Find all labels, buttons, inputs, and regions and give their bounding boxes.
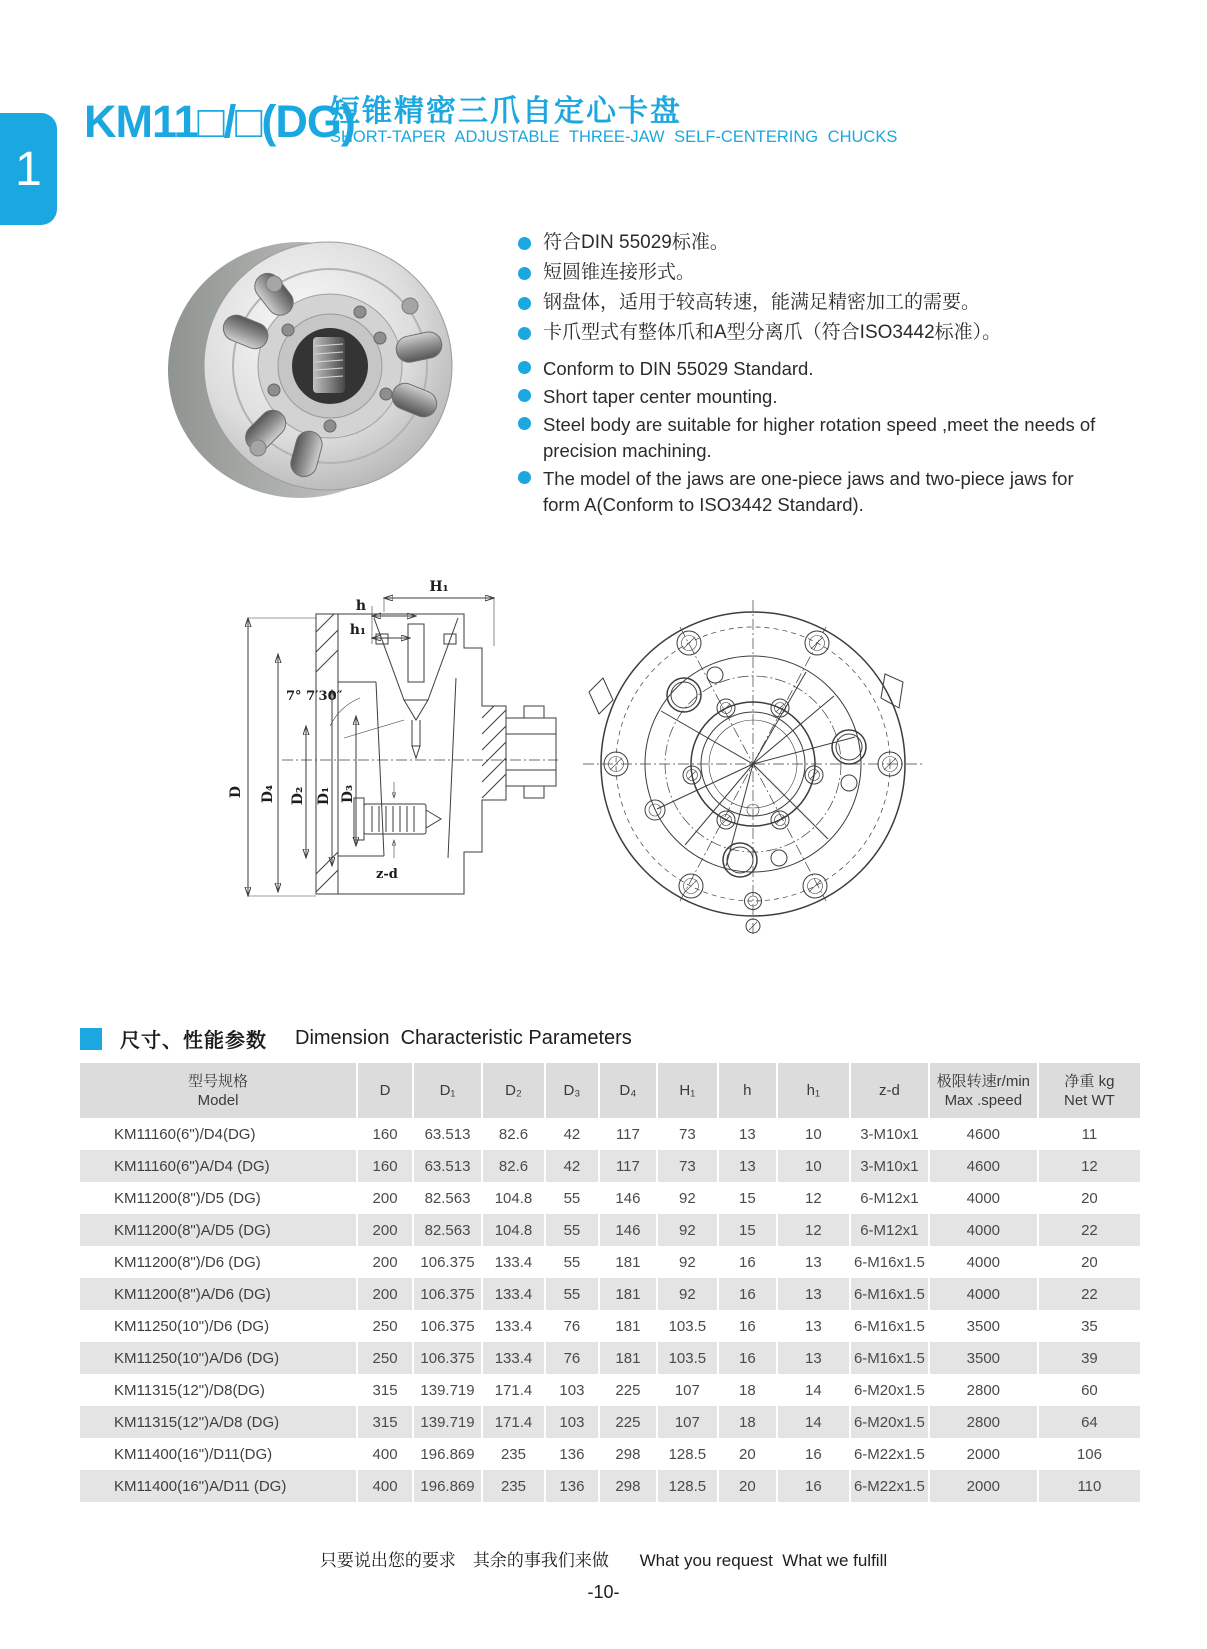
- value-cell: 92: [656, 1246, 717, 1278]
- chapter-tab: [0, 113, 57, 225]
- parameter-table: [80, 1063, 1140, 1502]
- feature-list-zh: [518, 232, 1098, 352]
- value-cell: 63.513: [412, 1150, 481, 1182]
- value-cell: 6-M22x1.5: [849, 1470, 928, 1502]
- value-cell: 6-M20x1.5: [849, 1374, 928, 1406]
- value-cell: 18: [717, 1406, 776, 1438]
- value-cell: 196.869: [412, 1438, 481, 1470]
- value-cell: 6-M12x1: [849, 1182, 928, 1214]
- value-cell: 106.375: [412, 1278, 481, 1310]
- col-header-zd: z-d: [849, 1063, 928, 1118]
- value-cell: 16: [717, 1310, 776, 1342]
- value-cell: 4000: [928, 1278, 1037, 1310]
- value-cell: 92: [656, 1214, 717, 1246]
- feature-text: 短圆锥连接形式。: [543, 262, 696, 283]
- value-cell: 55: [544, 1246, 598, 1278]
- value-cell: 136: [544, 1438, 598, 1470]
- bullet-icon: [518, 237, 531, 250]
- value-cell: 73: [656, 1150, 717, 1182]
- value-cell: 6-M20x1.5: [849, 1406, 928, 1438]
- value-cell: 136: [544, 1470, 598, 1502]
- value-cell: 107: [656, 1374, 717, 1406]
- value-cell: 133.4: [481, 1278, 544, 1310]
- value-cell: 82.6: [481, 1150, 544, 1182]
- dim-label-h1: h₁: [349, 622, 366, 638]
- dim-label-zd: z-d: [376, 867, 398, 882]
- dim-label-H1: H₁: [429, 579, 449, 595]
- value-cell: 315: [356, 1406, 412, 1438]
- page-number: -10-: [587, 1582, 620, 1602]
- value-cell: 2800: [928, 1374, 1037, 1406]
- value-cell: 39: [1037, 1342, 1140, 1374]
- value-cell: 6-M16x1.5: [849, 1246, 928, 1278]
- value-cell: 6-M16x1.5: [849, 1310, 928, 1342]
- value-cell: 160: [356, 1118, 412, 1150]
- value-cell: 110: [1037, 1470, 1140, 1502]
- col-header-H1: H₁: [656, 1063, 717, 1118]
- value-cell: 2800: [928, 1406, 1037, 1438]
- feature-text: Short taper center mounting.: [543, 386, 778, 407]
- col-header-weight-en: Net WT: [1063, 1091, 1115, 1109]
- col-header-D1: D₁: [412, 1063, 481, 1118]
- value-cell: 4600: [928, 1118, 1037, 1150]
- value-cell: 6-M22x1.5: [849, 1438, 928, 1470]
- value-cell: 15: [717, 1182, 776, 1214]
- table-row: [80, 1374, 1140, 1406]
- bullet-icon: [518, 417, 531, 430]
- value-cell: 146: [598, 1214, 656, 1246]
- table-header-row: [80, 1063, 1140, 1118]
- model-cell: KM11400(16")A/D11 (DG): [114, 1477, 287, 1495]
- value-cell: 16: [717, 1342, 776, 1374]
- model-cell: KM11250(10")/D6 (DG): [114, 1317, 270, 1335]
- value-cell: 103: [544, 1406, 598, 1438]
- table-row: [80, 1470, 1140, 1502]
- value-cell: 160: [356, 1150, 412, 1182]
- value-cell: 92: [656, 1182, 717, 1214]
- bullet-icon: [518, 297, 531, 310]
- feature-text: 钢盘体，适用于较高转速，能满足精密加工的需要。: [543, 292, 981, 313]
- product-photo: [148, 218, 482, 518]
- section-marker-icon: [80, 1028, 102, 1050]
- value-cell: 22: [1037, 1214, 1140, 1246]
- table-row: [80, 1214, 1140, 1246]
- section-heading: [80, 1024, 632, 1053]
- feature-item: [518, 466, 1098, 518]
- value-cell: 18: [717, 1374, 776, 1406]
- value-cell: 181: [598, 1278, 656, 1310]
- bullet-icon: [518, 267, 531, 280]
- table-body: [80, 1118, 1140, 1502]
- value-cell: 4000: [928, 1246, 1037, 1278]
- table-row: [80, 1438, 1140, 1470]
- value-cell: 3-M10x1: [849, 1118, 928, 1150]
- value-cell: 3500: [928, 1310, 1037, 1342]
- model-cell: KM11315(12")/D8(DG): [114, 1381, 265, 1399]
- model-cell: KM11200(8")/D5 (DG): [114, 1189, 261, 1207]
- bullet-icon: [518, 471, 531, 484]
- dim-label-D: D: [228, 785, 244, 799]
- feature-text: Steel body are suitable for higher rotation speed ,meet the needs of precision machining.: [543, 414, 1096, 461]
- dim-label-D1: D₁: [316, 786, 332, 806]
- feature-item: [518, 262, 1098, 283]
- value-cell: 82.563: [412, 1182, 481, 1214]
- value-cell: 103.5: [656, 1310, 717, 1342]
- col-header-D4: D₄: [598, 1063, 656, 1118]
- value-cell: 16: [717, 1246, 776, 1278]
- dim-label-D4: D₄: [260, 784, 276, 804]
- feature-item: [518, 412, 1098, 464]
- value-cell: 146: [598, 1182, 656, 1214]
- value-cell: 16: [717, 1278, 776, 1310]
- value-cell: 2000: [928, 1470, 1037, 1502]
- value-cell: 139.719: [412, 1374, 481, 1406]
- value-cell: 35: [1037, 1310, 1140, 1342]
- value-cell: 6-M16x1.5: [849, 1278, 928, 1310]
- value-cell: 106.375: [412, 1342, 481, 1374]
- value-cell: 139.719: [412, 1406, 481, 1438]
- table-row: [80, 1310, 1140, 1342]
- value-cell: 128.5: [656, 1438, 717, 1470]
- section-title-en: Dimension Characteristic Parameters: [295, 1027, 632, 1049]
- value-cell: 55: [544, 1182, 598, 1214]
- value-cell: 13: [776, 1342, 849, 1374]
- value-cell: 60: [1037, 1374, 1140, 1406]
- title-english: SHORT-TAPER ADJUSTABLE THREE-JAW SELF-CENTERING CHUCKS: [330, 128, 898, 146]
- feature-item: [518, 356, 1098, 382]
- value-cell: 10: [776, 1150, 849, 1182]
- value-cell: 73: [656, 1118, 717, 1150]
- value-cell: 133.4: [481, 1246, 544, 1278]
- front-view-drawing: [583, 588, 923, 934]
- value-cell: 315: [356, 1374, 412, 1406]
- table-row: [80, 1278, 1140, 1310]
- value-cell: 76: [544, 1342, 598, 1374]
- value-cell: 13: [717, 1150, 776, 1182]
- value-cell: 106.375: [412, 1310, 481, 1342]
- col-header-D2: D₂: [481, 1063, 544, 1118]
- value-cell: 250: [356, 1310, 412, 1342]
- value-cell: 63.513: [412, 1118, 481, 1150]
- value-cell: 6-M12x1: [849, 1214, 928, 1246]
- model-cell: KM11400(16")/D11(DG): [114, 1445, 273, 1463]
- value-cell: 13: [717, 1118, 776, 1150]
- value-cell: 200: [356, 1278, 412, 1310]
- value-cell: 10: [776, 1118, 849, 1150]
- value-cell: 106.375: [412, 1246, 481, 1278]
- feature-item: [518, 292, 1098, 313]
- model-cell: KM11160(6")/D4(DG): [114, 1125, 256, 1143]
- page-title: KM11□/□(DG): [84, 96, 355, 147]
- value-cell: 22: [1037, 1278, 1140, 1310]
- value-cell: 200: [356, 1182, 412, 1214]
- value-cell: 4600: [928, 1150, 1037, 1182]
- title-chinese: 短锥精密三爪自定心卡盘: [330, 95, 682, 128]
- value-cell: 181: [598, 1246, 656, 1278]
- value-cell: 117: [598, 1118, 656, 1150]
- col-header-model: [80, 1063, 356, 1118]
- bullet-icon: [518, 361, 531, 374]
- value-cell: 13: [776, 1310, 849, 1342]
- value-cell: 104.8: [481, 1214, 544, 1246]
- chapter-number: 1: [15, 142, 42, 196]
- model-cell: KM11250(10")A/D6 (DG): [114, 1349, 280, 1367]
- value-cell: 55: [544, 1278, 598, 1310]
- value-cell: 20: [717, 1470, 776, 1502]
- value-cell: 107: [656, 1406, 717, 1438]
- feature-text: The model of the jaws are one-piece jaws and two-piece jaws for form A(Conform to ISO3442 Standard).: [543, 468, 1074, 515]
- model-cell: KM11160(6")A/D4 (DG): [114, 1157, 270, 1175]
- col-header-speed: [928, 1063, 1037, 1118]
- feature-item: [518, 322, 1098, 343]
- value-cell: 400: [356, 1438, 412, 1470]
- value-cell: 196.869: [412, 1470, 481, 1502]
- col-header-D3: D₃: [544, 1063, 598, 1118]
- table-row: [80, 1182, 1140, 1214]
- value-cell: 298: [598, 1438, 656, 1470]
- dim-label-D3: D₃: [340, 784, 356, 804]
- value-cell: 64: [1037, 1406, 1140, 1438]
- value-cell: 82.6: [481, 1118, 544, 1150]
- value-cell: 171.4: [481, 1406, 544, 1438]
- value-cell: 171.4: [481, 1374, 544, 1406]
- col-header-h: h: [717, 1063, 776, 1118]
- col-header-weight-zh: 净重 kg: [1064, 1072, 1115, 1090]
- col-header-h1: h₁: [776, 1063, 849, 1118]
- value-cell: 235: [481, 1438, 544, 1470]
- model-cell: KM11200(8")/D6 (DG): [114, 1253, 261, 1271]
- model-cell: KM11200(8")A/D5 (DG): [114, 1221, 271, 1239]
- value-cell: 181: [598, 1310, 656, 1342]
- bullet-icon: [518, 389, 531, 402]
- feature-list-en: [518, 356, 1098, 520]
- model-cell: KM11200(8")A/D6 (DG): [114, 1285, 271, 1303]
- table-row: [80, 1118, 1140, 1150]
- col-header-speed-zh: 极限转速r/min: [936, 1072, 1031, 1090]
- value-cell: 235: [481, 1470, 544, 1502]
- value-cell: 200: [356, 1214, 412, 1246]
- footer-slogan-zh: 只要说出您的要求 其余的事我们来做: [319, 1551, 609, 1570]
- value-cell: 400: [356, 1470, 412, 1502]
- bullet-icon: [518, 327, 531, 340]
- table-row: [80, 1246, 1140, 1278]
- value-cell: 104.8: [481, 1182, 544, 1214]
- value-cell: 103: [544, 1374, 598, 1406]
- dim-label-h: h: [355, 598, 366, 614]
- dim-label-angle: 7° 7′30″: [286, 689, 343, 704]
- value-cell: 11: [1037, 1118, 1140, 1150]
- value-cell: 20: [1037, 1182, 1140, 1214]
- value-cell: 82.563: [412, 1214, 481, 1246]
- feature-text: 符合DIN 55029标准。: [543, 232, 729, 253]
- col-header-model-zh: 型号规格: [188, 1072, 249, 1090]
- value-cell: 181: [598, 1342, 656, 1374]
- section-title-zh: 尺寸、性能参数: [120, 1030, 267, 1052]
- feature-text: Conform to DIN 55029 Standard.: [543, 358, 814, 379]
- footer-slogan: [0, 1546, 1207, 1571]
- value-cell: 12: [776, 1182, 849, 1214]
- model-cell: KM11315(12")A/D8 (DG): [114, 1413, 280, 1431]
- value-cell: 13: [776, 1278, 849, 1310]
- value-cell: 106: [1037, 1438, 1140, 1470]
- value-cell: 12: [776, 1214, 849, 1246]
- table-row: [80, 1342, 1140, 1374]
- dim-label-D2: D₂: [290, 786, 306, 806]
- col-header-weight: [1037, 1063, 1140, 1118]
- table-row: [80, 1150, 1140, 1182]
- value-cell: 16: [776, 1438, 849, 1470]
- value-cell: 55: [544, 1214, 598, 1246]
- value-cell: 128.5: [656, 1470, 717, 1502]
- value-cell: 3500: [928, 1342, 1037, 1374]
- value-cell: 250: [356, 1342, 412, 1374]
- value-cell: 14: [776, 1406, 849, 1438]
- value-cell: 42: [544, 1150, 598, 1182]
- col-header-model-en: Model: [197, 1091, 239, 1109]
- footer-slogan-en: What you request What we fulfill: [639, 1551, 888, 1570]
- value-cell: 133.4: [481, 1342, 544, 1374]
- value-cell: 16: [776, 1470, 849, 1502]
- value-cell: 4000: [928, 1214, 1037, 1246]
- section-drawing: [226, 548, 558, 918]
- feature-text: 卡爪型式有整体爪和A型分离爪（符合ISO3442标准）。: [543, 322, 1002, 343]
- value-cell: 103.5: [656, 1342, 717, 1374]
- value-cell: 3-M10x1: [849, 1150, 928, 1182]
- value-cell: 225: [598, 1406, 656, 1438]
- value-cell: 20: [717, 1438, 776, 1470]
- value-cell: 117: [598, 1150, 656, 1182]
- value-cell: 298: [598, 1470, 656, 1502]
- value-cell: 2000: [928, 1438, 1037, 1470]
- value-cell: 133.4: [481, 1310, 544, 1342]
- value-cell: 6-M16x1.5: [849, 1342, 928, 1374]
- value-cell: 42: [544, 1118, 598, 1150]
- feature-item: [518, 384, 1098, 410]
- col-header-speed-en: Max .speed: [944, 1091, 1023, 1109]
- value-cell: 200: [356, 1246, 412, 1278]
- value-cell: 14: [776, 1374, 849, 1406]
- value-cell: 20: [1037, 1246, 1140, 1278]
- value-cell: 76: [544, 1310, 598, 1342]
- value-cell: 15: [717, 1214, 776, 1246]
- value-cell: 12: [1037, 1150, 1140, 1182]
- col-header-D: D: [356, 1063, 412, 1118]
- feature-item: [518, 232, 1098, 253]
- value-cell: 13: [776, 1246, 849, 1278]
- value-cell: 225: [598, 1374, 656, 1406]
- value-cell: 92: [656, 1278, 717, 1310]
- value-cell: 4000: [928, 1182, 1037, 1214]
- table-row: [80, 1406, 1140, 1438]
